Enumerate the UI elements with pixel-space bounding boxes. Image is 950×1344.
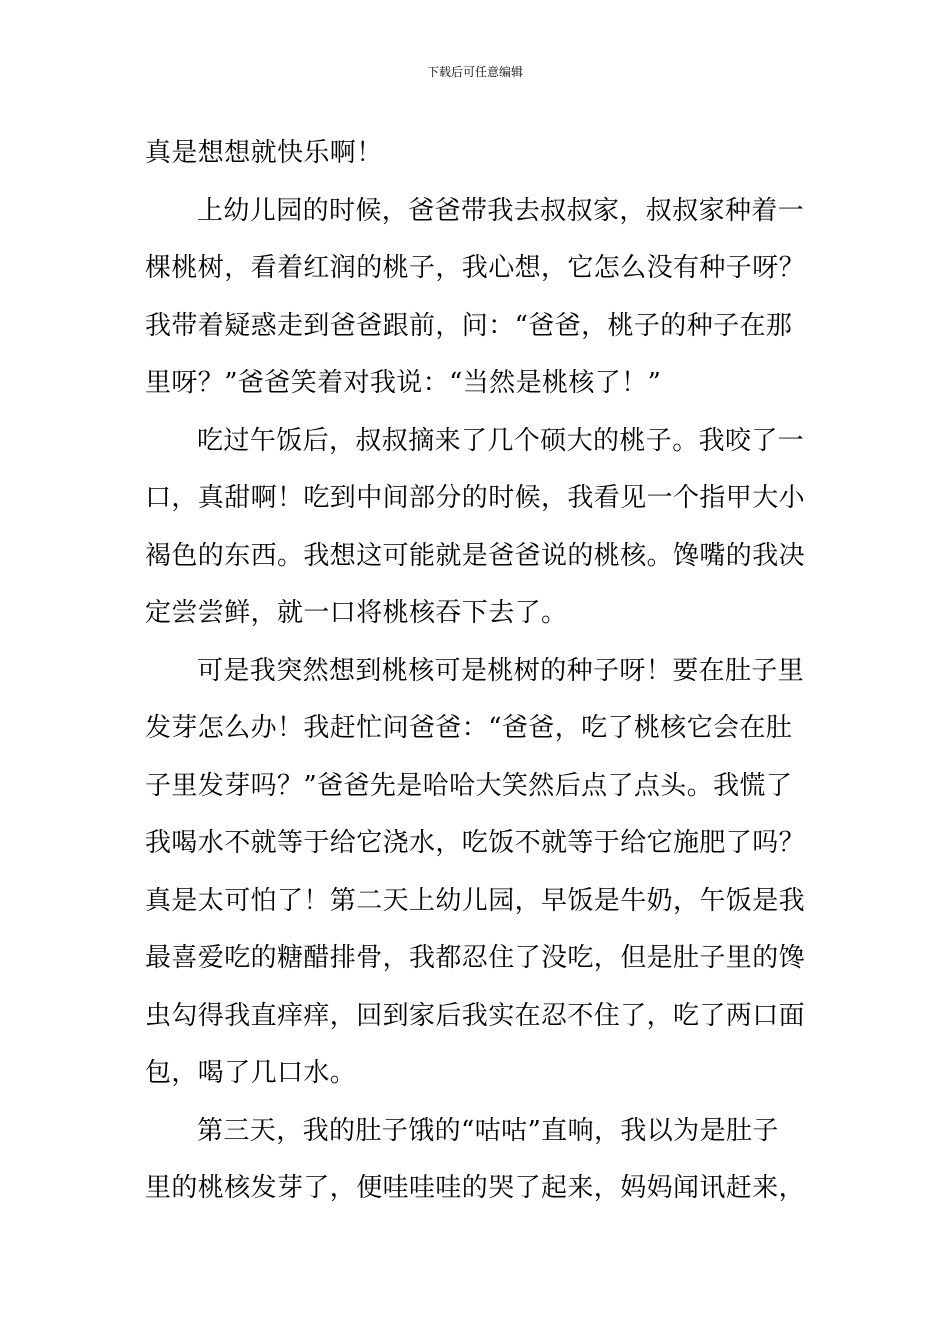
- text-line: 定尝尝鲜，就一口将桃核吞下去了。: [145, 598, 568, 628]
- text-line: 里呀？”爸爸笑着对我说：“当然是桃核了！”: [145, 368, 662, 398]
- text-line: 褐色的东西。我想这可能就是爸爸说的桃核。馋嘴的我决: [145, 540, 806, 571]
- text-line: 棵桃树，看着红润的桃子，我心想，它怎么没有种子呀？: [145, 253, 806, 283]
- text-line: 真是想想就快乐啊！: [145, 138, 383, 168]
- text-line: 虫勾得我直痒痒，回到家后我实在忍不住了，吃了两口面: [145, 1000, 806, 1031]
- document-body: [145, 133, 810, 1226]
- text-line: 口，真甜啊！吃到中间部分的时候，我看见一个指甲大小: [145, 483, 806, 513]
- text-line: 吃过午饭后，叔叔摘来了几个硕大的桃子。我咬了一: [197, 425, 805, 456]
- text-line: 真是太可怕了！第二天上幼儿园，早饭是牛奶，午饭是我: [145, 885, 806, 916]
- page-header: 下载后可任意编辑: [426, 65, 523, 79]
- text-line: 发芽怎么办！我赶忙问爸爸：“爸爸，吃了桃核它会在肚: [145, 713, 793, 743]
- text-line: 我喝水不就等于给它浇水，吃饭不就等于给它施肥了吗？: [145, 828, 806, 858]
- text-line: 可是我突然想到桃核可是桃树的种子呀！要在肚子里: [197, 655, 805, 686]
- text-line: 子里发芽吗？”爸爸先是哈哈大笑然后点了点头。我慌了: [145, 770, 793, 801]
- text-line: 最喜爱吃的糖醋排骨，我都忍住了没吃，但是肚子里的馋: [145, 943, 806, 973]
- text-line: 第三天，我的肚子饿的“咕咕”直响，我以为是肚子: [197, 1115, 779, 1146]
- text-line: 包，喝了几口水。: [145, 1058, 357, 1088]
- text-line: 上幼儿园的时候，爸爸带我去叔叔家，叔叔家种着一: [197, 195, 805, 226]
- text-line: 里的桃核发芽了，便哇哇哇的哭了起来，妈妈闻讯赶来，: [145, 1173, 806, 1203]
- text-line: 我带着疑惑走到爸爸跟前，问：“爸爸，桃子的种子在那: [145, 310, 793, 341]
